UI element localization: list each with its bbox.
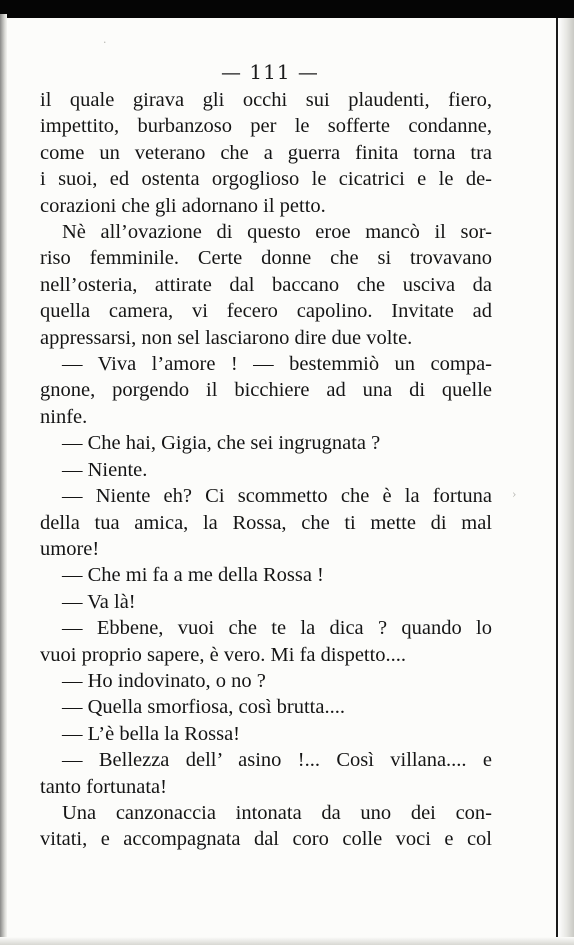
text-line: il quale girava gli occhi sui plaudenti, fiero, [40, 89, 492, 111]
page-right-shadow [558, 18, 574, 945]
text-line: quella camera, vi fecero capolino. Invitate ad [40, 300, 492, 323]
text-line: ninfe. [40, 405, 88, 428]
text-line: Nè all’ovazione di questo eroe mancò il sor- [62, 221, 492, 244]
text-line: — Ho indovinato, o no ? [62, 669, 266, 692]
body-text [40, 87, 492, 853]
text-line: umore! [40, 537, 100, 560]
text-line: gnone, porgendo il bicchiere ad una di quelle [40, 379, 492, 402]
text-line: della tua amica, la Rossa, che ti mette di mal [40, 511, 492, 534]
text-line: — Niente. [62, 458, 148, 481]
page-bottom-edge [0, 937, 574, 945]
text-line: Una canzonaccia intonata da uno dei con- [62, 801, 492, 824]
text-line: i suoi, ed ostenta orgoglioso le cicatrici e le de- [40, 168, 492, 191]
text-line: — Ebbene, vuoi che te la dica ? quando lo [62, 617, 492, 640]
text-line: — Niente eh? Ci scommetto che è la fortuna [62, 485, 492, 508]
paper-speck: · [103, 36, 107, 49]
text-line: corazioni che gli adornano il petto. [40, 194, 326, 217]
page-left-edge [0, 14, 7, 945]
paper-speck: › [512, 488, 517, 501]
scan-top-border [0, 0, 574, 18]
page-number: — 111 — [221, 60, 319, 84]
text-line: impettito, burbanzoso per le sofferte condanne, [40, 115, 492, 138]
text-line: — Bellezza dell’ asino !... Così villana.... e [62, 749, 492, 772]
text-line: tanto fortunata! [40, 775, 167, 798]
text-line: — Che mi fa a me della Rossa ! [62, 564, 324, 587]
text-line: — Viva l’amore ! — bestemmiò un compa- [62, 353, 492, 376]
text-line: nell’osteria, attirate dal baccano che usciva da [40, 273, 492, 296]
text-line: — Che hai, Gigia, che sei ingrugnata ? [62, 432, 381, 455]
text-line: — L’è bella la Rossa! [62, 722, 241, 745]
text-line: — Quella smorfiosa, così brutta.... [62, 696, 345, 719]
text-line: appressarsi, non sel lasciarono dire due volte. [40, 326, 413, 349]
text-line: riso femminile. Certe donne che si trovavano [40, 247, 492, 270]
text-line: vitati, e accompagnata dal coro colle voci e col [40, 828, 492, 851]
text-line: — Va là! [62, 590, 136, 613]
text-line: vuoi proprio sapere, è vero. Mi fa dispetto.... [40, 643, 407, 666]
text-line: come un veterano che a guerra finita torna tra [40, 141, 492, 164]
page-right-border [556, 18, 558, 945]
